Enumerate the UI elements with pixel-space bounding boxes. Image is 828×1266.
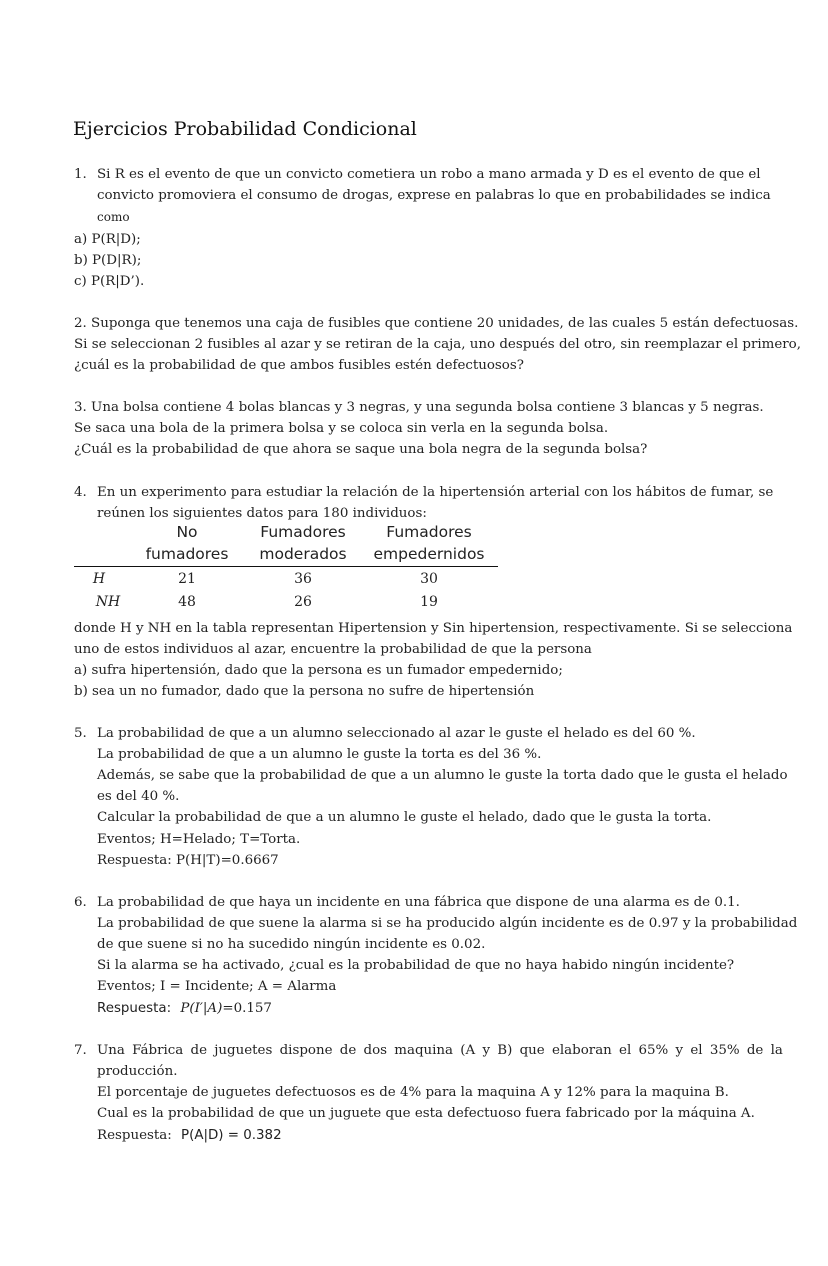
exercise-4-after: a) sufra hipertensión, dado que la persona es un fumador empedernido; [74, 663, 563, 678]
exercise-3-line: ¿Cuál es la probabilidad de que ahora se saque una bola negra de la segunda bolsa? [74, 442, 648, 457]
exercise-1-item: c) P(R|D’). [74, 274, 145, 289]
exercise-5-line: La probabilidad de que a un alumno seleccionado al azar le guste el helado es del 60 %. [97, 726, 696, 741]
exercise-3-line: 3. Una bolsa contiene 4 bolas blancas y 3 negras, y una segunda bolsa contiene 3 blancas y 5 negras. [74, 400, 764, 415]
exercise-6-line: La probabilidad de que haya un incidente en una fábrica que dispone de una alarma es de 0.1. [97, 895, 740, 910]
exercise-2-line: Si se seleccionan 2 fusibles al azar y se retiran de la caja, uno después del otro, sin reemplazar el primero, [74, 337, 801, 352]
exercise-4-line: reúnen los siguientes datos para 180 individuos: [97, 506, 427, 521]
exercise-4-after: uno de estos individuos al azar, encuentre la probabilidad de que la persona [74, 642, 592, 657]
answer-label: Respuesta: [97, 1128, 172, 1143]
exercise-4-line: En un experimento para estudiar la relación de la hipertensión arterial con los hábitos de fumar, se [97, 485, 774, 500]
table-cell: 19 [420, 594, 438, 610]
exercise-5-line: es del 40 %. [97, 789, 180, 804]
table-cell: 21 [178, 571, 196, 587]
table-row-label: NH [95, 594, 121, 610]
table-header-1-line2: fumadores [145, 545, 229, 563]
exercise-1-item: b) P(D|R); [74, 253, 142, 268]
answer-formula: P(I′|A) [180, 1001, 223, 1016]
table-header-2-line1: Fumadores [260, 523, 346, 541]
answer-label: Respuesta: [97, 1001, 172, 1016]
table-cell: 36 [294, 571, 312, 587]
exercise-5-line: La probabilidad de que a un alumno le guste la torta es del 36 %. [97, 747, 542, 762]
exercise-2-line: 2. Suponga que tenemos una caja de fusibles que contiene 20 unidades, de las cuales 5 están defectuosas. [74, 316, 799, 331]
exercise-7-number: 7. [74, 1043, 87, 1058]
exercise-6-line: de que suene si no ha sucedido ningún incidente es 0.02. [97, 937, 486, 952]
table-header-3-line1: Fumadores [386, 523, 472, 541]
exercise-3-line: Se saca una bola de la primera bolsa y se coloca sin verla en la segunda bolsa. [74, 421, 609, 436]
exercise-1-line: como [97, 210, 130, 224]
exercise-5-line: Calcular la probabilidad de que a un alumno le guste el helado, dado que le gusta la torta. [97, 810, 712, 825]
exercise-6-line: Eventos; I = Incidente; A = Alarma [97, 979, 337, 994]
exercise-7-line: producción. [97, 1064, 178, 1079]
exercise-7-answer [97, 1125, 282, 1146]
table-header-1-line1: No [176, 523, 198, 541]
exercise-6-line: Si la alarma se ha activado, ¿cual es la probabilidad de que no haya habido ningún incidente? [97, 958, 735, 973]
answer-formula: P(A|D) = 0.382 [181, 1128, 282, 1143]
table-header-3-line2: empedernidos [373, 545, 485, 563]
exercise-4-after: donde H y NH en la tabla representan Hipertension y Sin hipertension, respectivamente. Si se selecciona [74, 621, 793, 636]
table-cell: 48 [178, 594, 196, 610]
exercise-1-item: a) P(R|D); [74, 232, 141, 247]
exercise-5-line: Eventos; H=Helado; T=Torta. [97, 832, 301, 847]
exercise-6-answer [97, 998, 272, 1019]
exercise-4-number: 4. [74, 485, 87, 500]
table-header-2-line2: moderados [259, 545, 347, 563]
exercise-4-after: b) sea un no fumador, dado que la persona no sufre de hipertensión [74, 684, 535, 699]
exercise-5-answer: Respuesta: P(H|T)=0.6667 [97, 853, 279, 868]
table-rule [74, 566, 498, 567]
exercise-1-number: 1. [74, 167, 87, 182]
exercise-7-line: Una Fábrica de juguetes dispone de dos maquina (A y B) que elaboran el 65% y el 35% de la [97, 1043, 783, 1058]
page-title: Ejercicios Probabilidad Condicional [73, 118, 417, 140]
exercise-7-line: Cual es la probabilidad de que un juguete que esta defectuoso fuera fabricado por la máquina A. [97, 1106, 755, 1121]
table-row-label: H [92, 571, 106, 587]
table-cell: 26 [294, 594, 312, 610]
table-cell: 30 [420, 571, 438, 587]
exercise-7-line: El porcentaje de juguetes defectuosos es de 4% para la maquina A y 12% para la maquina B. [97, 1085, 729, 1100]
exercise-6-number: 6. [74, 895, 87, 910]
exercise-2-line: ¿cuál es la probabilidad de que ambos fusibles estén defectuosos? [74, 358, 524, 373]
exercise-5-line: Además, se sabe que la probabilidad de que a un alumno le guste la torta dado que le gusta el helado [97, 768, 788, 783]
exercise-5-number: 5. [74, 726, 87, 741]
answer-value: =0.157 [222, 1001, 272, 1016]
exercise-1-line: Si R es el evento de que un convicto cometiera un robo a mano armada y D es el evento de que el [97, 167, 761, 182]
exercise-6-line: La probabilidad de que suene la alarma si se ha producido algún incidente es de 0.97 y la probabilidad [97, 916, 798, 931]
exercise-1-line: convicto promoviera el consumo de drogas, exprese en palabras lo que en probabilidades se indica [97, 188, 771, 203]
